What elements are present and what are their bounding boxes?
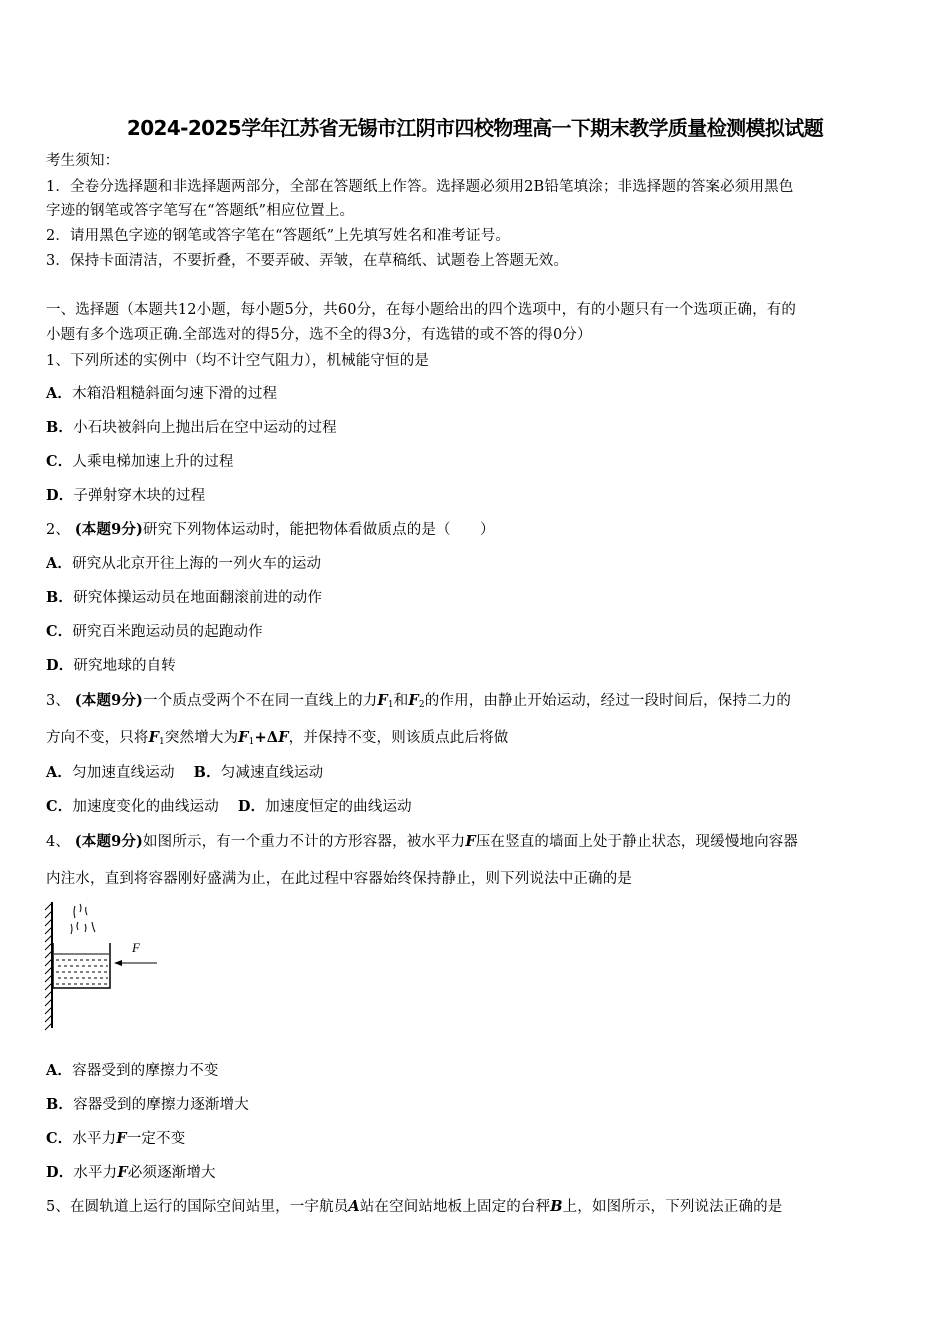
question-2-stem [46, 520, 908, 540]
notice-item-2: 2．请用黑色字迹的钢笔或答字笔在“答题纸”上先填写姓名和准考证号。 [46, 228, 510, 244]
force-symbol: F [377, 692, 388, 709]
option-text: 加速度变化的曲线运动 [72, 799, 219, 815]
option-text: 研究从北京开往上海的一列火车的运动 [72, 556, 322, 572]
option-key: B． [46, 419, 74, 436]
question-text: 一个质点受两个不在同一直线上的力 [143, 693, 378, 709]
q4-option-d [46, 1163, 908, 1183]
option-key: A． [46, 764, 73, 781]
force-symbol: F [465, 833, 476, 850]
q2-option-b [46, 588, 908, 608]
q4-option-a [46, 1061, 908, 1081]
wall-hatching [45, 903, 52, 1030]
container-wall-figure [42, 898, 167, 1032]
question-score: (本题9分) [74, 521, 144, 538]
q2-option-d [46, 656, 908, 676]
option-text: 加速度恒定的曲线运动 [265, 799, 412, 815]
question-text: 如图所示，有一个重力不计的方形容器，被水平力 [143, 834, 466, 850]
conjunction: 和 [393, 693, 409, 709]
q3-options-ab [46, 763, 908, 783]
q2-option-c [46, 622, 908, 642]
option-key: B． [46, 1096, 74, 1113]
option-key: C． [46, 623, 73, 640]
option-text: 小石块被斜向上抛出后在空中运动的过程 [73, 420, 337, 436]
scale-symbol: B [550, 1198, 563, 1215]
question-text: 上，如图所示，下列说法正确的是 [562, 1199, 783, 1215]
q4-option-c [46, 1129, 908, 1149]
question-number: 3、 [46, 693, 71, 709]
delta-symbol: +Δ [254, 729, 279, 746]
q4-option-b [46, 1095, 908, 1115]
force-symbol: F [148, 729, 160, 746]
q2-option-a [46, 554, 908, 574]
option-key: D． [46, 1164, 74, 1181]
question-score: (本题9分) [74, 692, 144, 709]
water-dashes [56, 960, 108, 984]
question-3-stem-cont [46, 728, 908, 752]
option-key: D． [46, 487, 74, 504]
option-text: 水平力 [73, 1165, 118, 1181]
question-number: 4、 [46, 834, 71, 850]
option-key: A． [46, 1062, 73, 1079]
question-text: 的作用，由静止开始运动，经过一段时间后，保持二力的 [424, 693, 792, 709]
q1-option-b [46, 418, 908, 438]
option-key: C． [46, 1130, 73, 1147]
option-text: 研究地球的自转 [73, 658, 176, 674]
subscript: 1 [159, 737, 165, 747]
notice-item-3: 3．保持卡面清洁，不要折叠，不要弄破、弄皱，在草稿纸、试题卷上答题无效。 [46, 253, 569, 269]
subscript: 2 [418, 700, 425, 710]
q1-option-a [46, 384, 908, 404]
option-text: 木箱沿粗糙斜面匀速下滑的过程 [72, 386, 278, 402]
notice-heading: 考生须知： [46, 153, 120, 169]
option-text: 人乘电梯加速上升的过程 [72, 454, 234, 470]
option-text: 研究百米跑运动员的起跑动作 [72, 624, 263, 640]
force-symbol: F [116, 1130, 127, 1147]
question-score: (本题9分) [74, 833, 144, 850]
question-text: 5、在圆轨道上运行的国际空间站里，一宇航员 [46, 1199, 349, 1215]
section-heading: 一、选择题（本题共12小题，每小题5分，共60分，在每小题给出的四个选项中，有的小题只有一个选项正确，有的 [46, 302, 797, 318]
q1-option-c [46, 452, 908, 472]
question-4-stem-cont: 内注水，直到将容器刚好盛满为止，在此过程中容器始终保持静止，则下列说法中正确的是 [46, 871, 632, 887]
force-symbol: F [408, 692, 419, 709]
question-5-stem [46, 1197, 908, 1217]
arrow-head-icon [114, 960, 122, 966]
option-text: 水平力 [72, 1131, 117, 1147]
question-number: 2、 [46, 522, 71, 538]
question-text: ，并保持不变，则该质点此后将做 [288, 730, 509, 746]
astronaut-symbol: A [348, 1198, 360, 1215]
question-text: 站在空间站地板上固定的台秤 [359, 1199, 551, 1215]
option-key: D． [237, 798, 266, 815]
pouring-water-icon [71, 904, 95, 934]
option-text: 匀减速直线运动 [220, 765, 324, 781]
option-key: B． [46, 589, 74, 606]
option-key: D． [46, 657, 74, 674]
q1-option-d [46, 486, 908, 506]
subscript: 1 [387, 700, 394, 710]
question-3-stem [46, 691, 908, 715]
force-symbol: F [238, 729, 249, 746]
option-key: B． [193, 764, 221, 781]
section-heading-cont: 小题有多个选项正确.全部选对的得5分，选不全的得3分，有选错的或不答的得0分） [46, 327, 592, 343]
question-1-stem: 1、下列所述的实例中（均不计空气阻力），机械能守恒的是 [46, 353, 430, 369]
notice-item-1: 1．全卷分选择题和非选择题两部分，全部在答题纸上作答。选择题必须用2B铅笔填涂；非选择题的答案必须用黑色 [46, 179, 794, 195]
question-text: 突然增大为 [164, 730, 239, 746]
page-title: 2024-2025学年江苏省无锡市江阴市四校物理高一下期末教学质量检测模拟试题 [126, 116, 824, 140]
option-text: 容器受到的摩擦力不变 [72, 1063, 219, 1079]
notice-item-1-cont: 字迹的钢笔或答字笔写在“答题纸”相应位置上。 [46, 203, 355, 219]
question-4-stem [46, 832, 908, 852]
option-key: C． [46, 453, 73, 470]
question-text: 方向不变，只将 [46, 730, 149, 746]
force-label: F [132, 940, 140, 955]
option-key: C． [46, 798, 73, 815]
option-text: 研究体操运动员在地面翻滚前进的动作 [73, 590, 323, 606]
option-text: 匀加速直线运动 [72, 765, 175, 781]
q3-options-cd [46, 797, 908, 817]
option-text: 容器受到的摩擦力逐渐增大 [73, 1097, 249, 1113]
question-text: 压在竖直的墙面上处于静止状态，现缓慢地向容器 [475, 834, 799, 850]
force-symbol: F [278, 729, 289, 746]
option-text: 子弹射穿木块的过程 [73, 488, 206, 504]
option-key: A． [46, 555, 73, 572]
subscript: 1 [248, 737, 255, 747]
question-text: 研究下列物体运动时，能把物体看做质点的是（ ） [143, 522, 495, 538]
option-text: 必须逐渐增大 [127, 1165, 216, 1181]
option-text: 一定不变 [126, 1131, 186, 1147]
option-key: A． [46, 385, 73, 402]
force-symbol: F [117, 1164, 128, 1181]
